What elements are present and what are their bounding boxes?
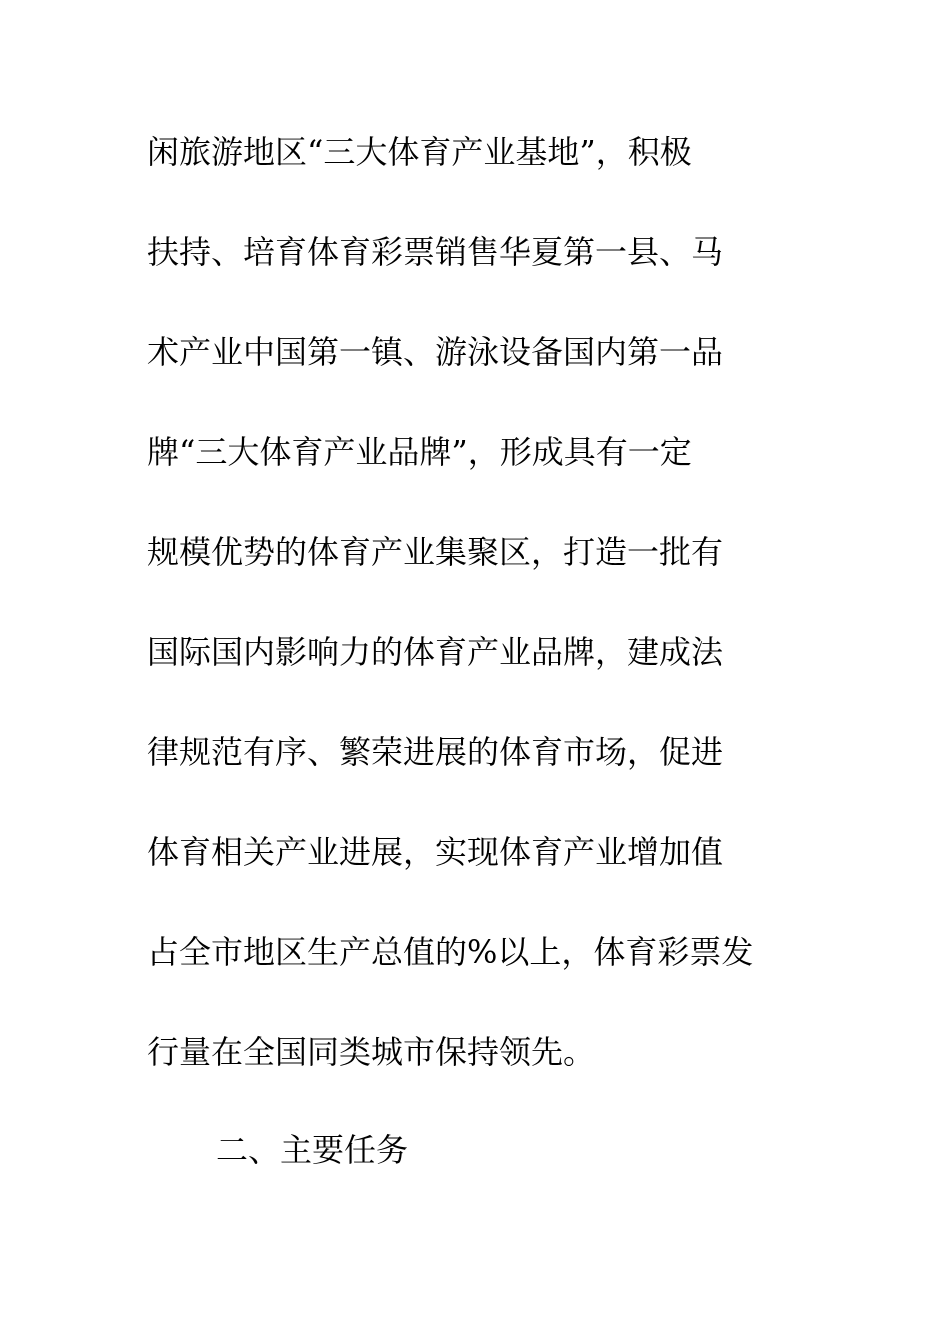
paragraph-line-4: 牌“三大体育产业品牌”，形成具有一定 <box>147 433 692 471</box>
paragraph-line-10: 行量在全国同类城市保持领先。 <box>147 1033 596 1071</box>
paragraph-line-1: 闲旅游地区“三大体育产业基地”，积极 <box>147 133 692 171</box>
paragraph-line-9: 占全市地区生产总值的%以上，体育彩票发 <box>147 933 754 971</box>
paragraph-line-7: 律规范有序、繁荣进展的体育市场，促进 <box>147 733 724 771</box>
paragraph-line-8: 体育相关产业进展，实现体育产业增加值 <box>147 833 724 871</box>
paragraph-line-3: 术产业中国第一镇、游泳设备国内第一品 <box>147 333 724 371</box>
paragraph-line-2: 扶持、培育体育彩票销售华夏第一县、马 <box>147 233 724 271</box>
paragraph-line-5: 规模优势的体育产业集聚区，打造一批有 <box>147 533 724 571</box>
section-heading: 二、主要任务 <box>216 1131 409 1169</box>
paragraph-line-6: 国际国内影响力的体育产业品牌，建成法 <box>147 633 724 671</box>
